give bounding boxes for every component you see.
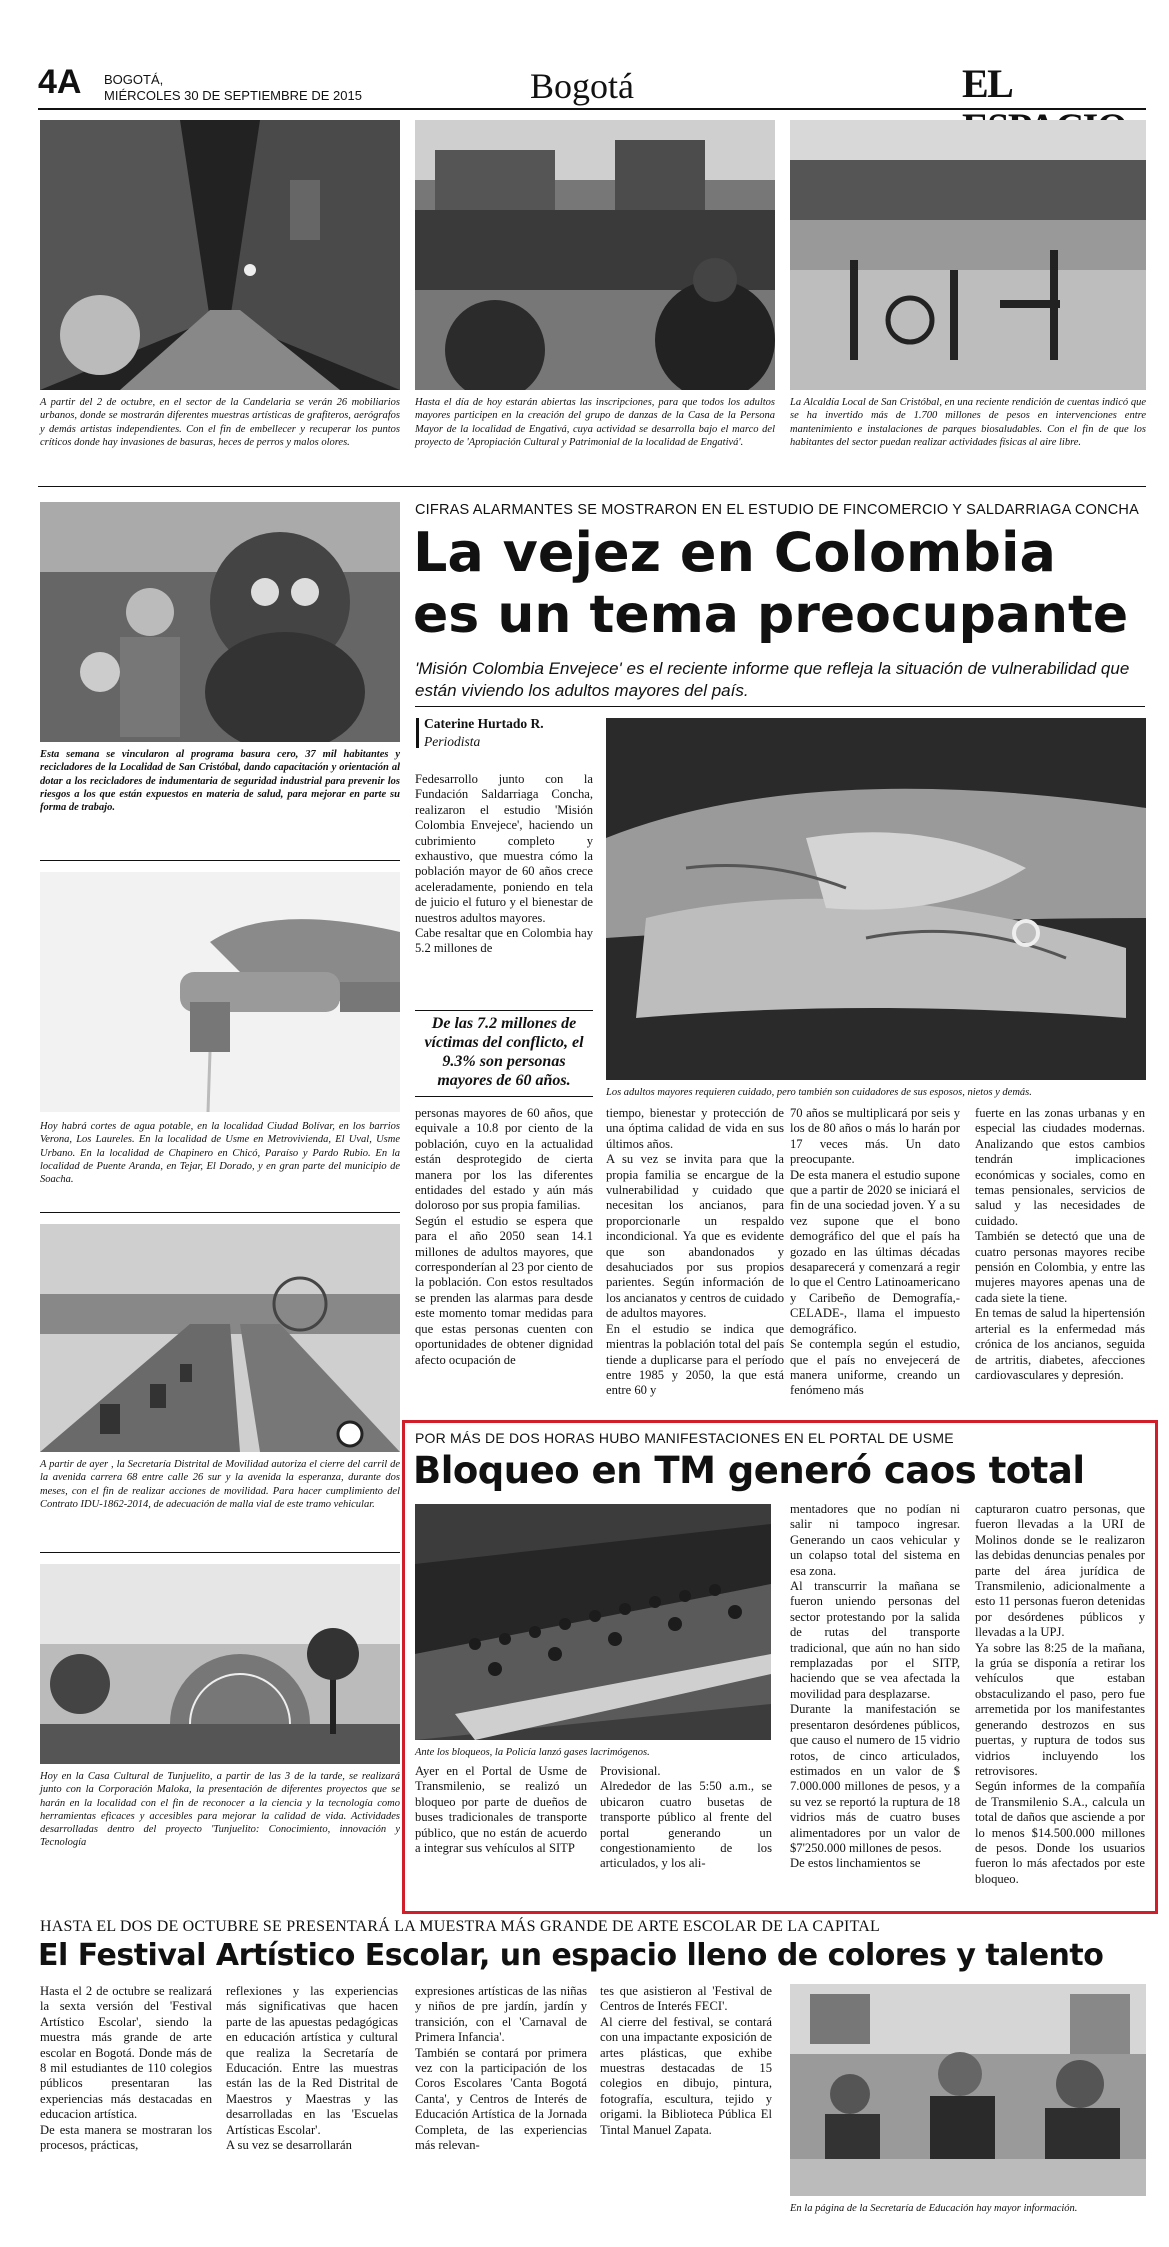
candelaria-street-photo bbox=[40, 120, 400, 390]
tm-col1-paragraph: Ayer en el Portal de Usme de Transmilenio, se realizó un bloqueo por parte de dueños de buses tradicionales de transporte público, que no están de acuerdo a integrar sus vehículos al SITP bbox=[415, 1764, 587, 1856]
vejez-deck: 'Misión Colombia Envejece' es el reciente informe que refleja la situación de vulnerabilidad que están viviendo los adultos mayores del país. bbox=[415, 659, 1130, 700]
festival-column-3 bbox=[415, 1984, 587, 2153]
festival-kicker: HASTA EL DOS DE OCTUBRE SE PRESENTARÁ LA MUESTRA MÁS GRANDE DE ARTE ESCOLAR DE LA CAPITAL bbox=[40, 1918, 881, 1935]
festival-col4-paragraph: tes que asistieron al 'Festival de Centros de Interés FECI'. bbox=[600, 1984, 772, 2014]
portal-usme-crowd-photo bbox=[415, 1504, 771, 1740]
tm-col4-paragraph-3: Según informes de la compañía de Transmilenio S.A., calcula un total de daños que asciende a por lo menos $14.500.000 millones de pesos. Donde los usuarios fueron lo más afectados por este bloqueo. bbox=[975, 1779, 1145, 1886]
festival-column-4 bbox=[600, 1984, 772, 2138]
vejez-column-2 bbox=[606, 1106, 784, 1418]
vejez-headline-line2: es un tema preocupante bbox=[413, 585, 1129, 645]
vejez-col4-paragraph-3: En temas de salud la hipertensión arterial es la enfermedad más crónica de los ancianos, seguida de artritis, diabetes, afecciones cardiovasculares y depresión. bbox=[975, 1306, 1145, 1382]
pullquote-rule-top bbox=[415, 1010, 593, 1011]
vejez-column-3 bbox=[790, 1106, 960, 1418]
vejez-col1-paragraph: personas mayores de 60 años, que equivale a 10.8 por ciento de la población, cuyo en la actualidad están desprotegido de cierta manera por los las diferentes entidades del estado y aún más doloroso por sus propia familias. bbox=[415, 1106, 593, 1213]
tm-kicker: POR MÁS DE DOS HORAS HUBO MANIFESTACIONES EN EL PORTAL DE USME bbox=[415, 1430, 954, 1446]
vejez-intro-paragraph-2: Cabe resaltar que en Colombia hay 5.2 millones de bbox=[415, 926, 593, 956]
elderly-hands-caption: Los adultos mayores requieren cuidado, pero también son cuidadores de sus esposos, nietos y demás. bbox=[606, 1087, 1032, 1098]
sidebar-rule-3 bbox=[40, 1552, 400, 1553]
vejez-headline-line1: La vejez en Colombia bbox=[413, 521, 1056, 584]
festival-col4-paragraph-2: Al cierre del festival, se contará con una impactante exposición de artes plásticas, que exhibe muestras destacadas de 15 colegios en dibujo, pintura, fotografía, escultura, tejido y origami. la Biblioteca Pública El Tintal Manuel Zapata. bbox=[600, 2014, 772, 2137]
tm-headline: Bloqueo en TM generó caos total bbox=[413, 1449, 1085, 1492]
tm-col3-paragraph-3: Durante la manifestación se presentaron desórdenes públicos, que causo el numero de 15 vidrio rotos, de cinco articulados, estimados en un valor de $ 7.000.000 millones de pesos, y a su vez se reportó la ruptura de 18 vidrios más de cuatro buses alimentadores por un valor de $7'250.000 millones de pesos. bbox=[790, 1702, 960, 1855]
vejez-col2-paragraph-3: En el estudio se indica que mientras la población total del país tiende a duplicarse para el período entre 1985 y 2050, la que está entre 60 y bbox=[606, 1321, 784, 1398]
festival-column-1 bbox=[40, 1984, 212, 2153]
author-role: Periodista bbox=[424, 734, 481, 749]
sidebar-rule-2 bbox=[40, 1212, 400, 1213]
section-title: Bogotá bbox=[530, 66, 634, 106]
tm-col3-paragraph: mentadores que no podían ni salir ni tampoco ingresar. Generando un caos vehicular y un colapso total del sistema en esa zona. bbox=[790, 1502, 960, 1578]
vejez-intro bbox=[415, 772, 593, 957]
vejez-col3-paragraph: 70 años se multiplicará por seis y los de 80 años o más lo harán por 17 veces más. Un dato preocupante. bbox=[790, 1106, 960, 1167]
pullquote-rule-bottom bbox=[415, 1096, 593, 1097]
tm-column-3 bbox=[790, 1502, 960, 1872]
dance-caption: Hasta el día de hoy estarán abiertas las inscripciones, para que todos los adultos mayores participen en la creación del grupo de danzas de la Casa de la Persona Mayor de la localidad de Engativá, cuya actividad se desarrolla bajo el marco del proyecto de 'Apropiación Cultural y Patrimonial de la localidad de Engativá'. bbox=[415, 397, 775, 448]
vejez-pullquote: De las 7.2 millones de víctimas del conflicto, el 9.3% son personas mayores de 60 años. bbox=[424, 1015, 584, 1089]
maloka-dome-photo bbox=[40, 1564, 400, 1764]
vejez-col2-paragraph: tiempo, bienestar y protección de una óptima calidad de vida en sus últimos años. bbox=[606, 1106, 784, 1151]
recyclers-caption: Esta semana se vincularon al programa basura cero, 37 mil habitantes y recicladores de la Localidad de San Cristóbal, dando capacitación y orientación al dotar a los recicladores de indumentaria de seguridad industrial para prevenir los riesgos a los que están expuestos en materia de salud, para mejorar en parte su forma de trabajo. bbox=[40, 749, 400, 814]
tunjuelito-caption: Hoy en la Casa Cultural de Tunjuelito, a partir de las 3 de la tarde, se realizará junto con la Corporación Maloka, la presentación de diferentes proyectos que se harán en la localidad con el fin de reconocer a la ciencia y la tecnología como herramientas eficaces y accesibles para mejorar la calidad de vida. Actividades desarrolladas dentro del proyecto 'Tunjuelito: Conocimiento, innovación y Tecnología bbox=[40, 1771, 400, 1849]
avenue-traffic-photo bbox=[40, 1224, 400, 1452]
header-rule bbox=[38, 108, 1146, 110]
vejez-column-4 bbox=[975, 1106, 1145, 1418]
author-marker bbox=[416, 718, 419, 748]
festival-headline: El Festival Artístico Escolar, un espacio lleno de colores y talento bbox=[38, 1938, 1104, 1973]
tm-col2-paragraph: Provisional. bbox=[600, 1764, 661, 1778]
vejez-col2-paragraph-2: A su vez se invita para que la propia familia se encargue de la vulnerabilidad y cuidado que necesitan los ancianos, para proporcionarle un respaldo incondicional. Ya que es evidente que son abandonados y desahuciados por sus propios parientes. Según información de los ancianatos y centros de cuidado de adultos mayores. bbox=[606, 1152, 784, 1321]
newspaper-brand: EL bbox=[962, 61, 1011, 106]
biohealthy-park-photo bbox=[790, 120, 1146, 390]
schoolchildren-photo bbox=[790, 1984, 1146, 2196]
author-name: Caterine Hurtado R. bbox=[424, 716, 544, 731]
dance-group-photo bbox=[415, 120, 775, 390]
festival-col3-paragraph: expresiones artísticas de las niñas y niños de pre jardín, jardín y transición, con el 'Carnaval de Primera Infancia'. bbox=[415, 1984, 587, 2045]
tm-column-1 bbox=[415, 1764, 587, 1856]
tm-col3-paragraph-2: Al transcurrir la mañana se fueron uniendo personas del sector protestando por la salida de rutas del transporte tradicional, que aún no han sido remplazadas por el SITP, haciendo que se vea afectada la movilidad para desplazarse. bbox=[790, 1579, 960, 1701]
festival-column-2 bbox=[226, 1984, 398, 2153]
festival-col3-paragraph-2: También se contará por primera vez con la participación de los Coros Escolares 'Canta Bogotá Canta', y Centros de Interés de Educación Artística de la Jornada Completa, de las experiencias más relevan- bbox=[415, 2045, 587, 2153]
page-number: 4A bbox=[38, 63, 82, 101]
vejez-kicker: CIFRAS ALARMANTES SE MOSTRARON EN EL ESTUDIO DE FINCOMERCIO Y SALDARRIAGA CONCHA bbox=[415, 502, 1139, 518]
vejez-col3-paragraph-2: De esta manera el estudio supone que a partir de 2020 se iniciará el fin de una sociedad joven. Y a su vez supone que el bono demográfico del que el país ha gozado en las últimas décadas desaparecerá y comenzará a regir lo que el Centro Latinoamericano y Caribeño de Demografía,-CELADE-, llama el impuesto demográfico. bbox=[790, 1167, 960, 1336]
tm-column-2 bbox=[600, 1764, 772, 1872]
tm-col4-paragraph: capturaron cuatro personas, que fueron llevadas a la URI de Molinos donde se le realizaron las debidas denuncias penales por parte del área jurídica de Transmilenio, adicionalmente a esto 11 personas fueron detenidas por desórdenes públicos y llevadas a la UPJ. bbox=[975, 1502, 1145, 1640]
water-cut-caption: Hoy habrá cortes de agua potable, en la localidad Ciudad Bolívar, en los barrios Verona, Los Laureles. En la localidad de Usme en Metrovivienda, El Uval, Usme Urbano. En la localidad de Chapinero en Chicó, Paraíso y Pardo Rubio. En la localidad de Puente Aranda, en Tejar, El Dorado, y en gran parte del municipio de Soacha. bbox=[40, 1121, 400, 1186]
header-city: BOGOTÁ, bbox=[104, 72, 164, 87]
festival-col1-paragraph-2: De esta manera se mostraran los procesos, prácticas, bbox=[40, 2122, 212, 2153]
portal-usme-caption: Ante los bloqueos, la Policía lanzó gases lacrimógenos. bbox=[415, 1747, 650, 1758]
candelaria-caption: A partir del 2 de octubre, en el sector de la Candelaria se verán 26 mobiliarios urbanos, donde se mostrarán diferentes muestras artísticas de grafiteros, aerógrafos y demás artistas independientes. Con el fin de embellecer y recuperar los puntos críticos donde hay invasiones de basuras, heces de perros y malos olores. bbox=[40, 397, 400, 448]
festival-col2-paragraph: reflexiones y las experiencias más significativas que hacen parte de las apuestas pedagógicas en educación artística y cultural que realiza la Secretaría de Educación. Entre las muestras están las de la Red Distrital de Maestros y Maestras y las desarrolladas en las 'Escuelas Artísticas Escolar'. bbox=[226, 1984, 398, 2137]
tm-col4-paragraph-2: Ya sobre las 8:25 de la mañana, la grúa se disponía a retirar los vehículos que estaban obstaculizando el paso, pero fue arremetida por los manifestantes generando destrozos en sus puertas, y ruptura de todos sus vidrios incluyendo los retrovisores. bbox=[975, 1640, 1145, 1778]
vejez-intro-paragraph: Fedesarrollo junto con la Fundación Saldarriaga Concha, realizaron el estudio 'Misión Colombia Envejece', haciendo un cubrimiento completo y exhaustivo, que muestra cómo la población mayor de 60 años crece aceleradamente, poniendo en tela de juicio el futuro y el bienestar de nuestros adultos mayores. bbox=[415, 772, 593, 925]
vejez-deck-rule bbox=[415, 706, 1145, 707]
vejez-column-1 bbox=[415, 1106, 593, 1368]
elderly-hands-photo bbox=[606, 718, 1146, 1080]
festival-col2-paragraph-2: A su vez se desarrollarán bbox=[226, 2138, 352, 2153]
tm-col3-paragraph-4: De estos linchamientos se bbox=[790, 1856, 921, 1871]
header-date: MIÉRCOLES 30 DE SEPTIEMBRE DE 2015 bbox=[104, 88, 362, 103]
tm-col2-paragraph-2: Alrededor de las 5:50 a.m., se ubicaron cuatro busetas de transporte público al frente del portal generando un congestionamiento de los articulados, y los ali- bbox=[600, 1779, 772, 1871]
top-row-rule bbox=[38, 486, 1146, 487]
schoolchildren-caption: En la página de la Secretaría de Educación hay mayor información. bbox=[790, 2203, 1078, 2214]
water-tap-photo bbox=[40, 872, 400, 1112]
recyclers-photo bbox=[40, 502, 400, 742]
vejez-col1-paragraph-2: Según el estudio se espera que para el año 2050 sean 14.1 millones de adultos mayores, que corresponderían al 23 por ciento de la población. Con estos resultados se prenden las alarmas para desde este momento tomar medidas para que estas personas cuenten con oportunidades de obtener dignidad afecto ocupación de bbox=[415, 1213, 593, 1367]
traffic-closure-caption: A partir de ayer , la Secretaría Distrital de Movilidad autoriza el cierre del carril de la avenida carrera 68 entre calle 26 sur y la avenida la esperanza, durante dos meses, con el fin de realizar acciones de movilidad. Para hacer cumplimiento del Contrato IDU-1862-2014, de adecuación de malla vial de este tramo vehicular. bbox=[40, 1459, 400, 1510]
vejez-col3-paragraph-3: Se contempla según el estudio, que el país no envejecerá de manera uniforme, creando un fenómeno más bbox=[790, 1337, 960, 1398]
sidebar-rule-1 bbox=[40, 860, 400, 861]
vejez-col4-paragraph: fuerte en las zonas urbanas y en especial las ciudades modernas. Analizando que estos cambios tendrán implicaciones económicas y sociales, como en temas pensionales, servicios de salud y las necesidades de cuidado. bbox=[975, 1106, 1145, 1228]
festival-col1-paragraph: Hasta el 2 de octubre se realizará la sexta versión del 'Festival Artístico Escolar', siendo la muestra más grande de arte escolar en Bogotá. Donde más de 8 mil estudiantes de 110 colegios públicos presentaran las experiencias más destacadas en educacion artística. bbox=[40, 1984, 212, 2122]
tm-column-4 bbox=[975, 1502, 1145, 1887]
vejez-col4-paragraph-2: También se detectó que una de cuatro personas mayores recibe pensión en Colombia, y entre las mujeres mayores apenas una de cada siete la tiene. bbox=[975, 1229, 1145, 1305]
park-caption: La Alcaldía Local de San Cristóbal, en una reciente rendición de cuentas indicó que se ha invertido más de 1.700 millones de pesos en intervenciones entre mantenimiento e instalaciones de parques biosaludables. Con el fin de que los habitantes del sector puedan realizar actividades físicas al aire libre. bbox=[790, 397, 1146, 448]
